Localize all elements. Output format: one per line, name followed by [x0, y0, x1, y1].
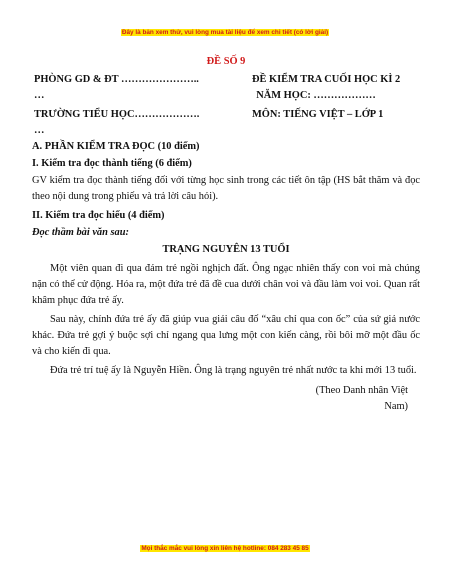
story-paragraph: Một viên quan đi qua đám trẻ ngồi nghịch đất. Ông ngạc nhiên thấy con voi mà chúng nặn có thể cử động. Hóa ra, một đứa trẻ đã đề cua dưới chân voi và đầu làm voi voi. Quan rất khâm phục đứa trẻ ấy. [32, 263, 420, 306]
exam-document [32, 50, 420, 415]
subject: MÔN: TIẾNG VIỆT – LỚP 1 [252, 109, 384, 120]
section-1-heading: I. Kiểm tra đọc thành tiếng (6 điểm) [32, 158, 192, 169]
education-office: PHÒNG GD & ĐT ………………….. [34, 74, 199, 85]
header-row-2 [32, 88, 420, 104]
header-row-4 [32, 123, 420, 139]
reading-instruction: Đọc thầm bài văn sau: [32, 227, 129, 238]
school-name: TRƯỜNG TIỂU HỌC………………. [34, 109, 200, 120]
story-title: TRẠNG NGUYÊN 13 TUỔI [162, 244, 290, 255]
preview-notice-text: Đây là bản xem thử, vui lòng mua tài liệu để xem chi tiết (có lời giải) [121, 29, 329, 36]
header-row-1 [32, 72, 420, 88]
story-paragraph: Đứa trẻ trí tuệ ấy là Nguyễn Hiền. Ông là trạng nguyên trẻ nhất nước ta khi mới 13 tuổi. [50, 365, 417, 376]
story-source [32, 383, 420, 415]
school-name-continued: … [34, 125, 45, 136]
story-source-line-1: (Theo Danh nhân Việt [315, 385, 408, 396]
exam-title: ĐỀ KIỂM TRA CUỐI HỌC KÌ 2 [252, 74, 401, 85]
section-1-text: GV kiểm tra đọc thành tiếng đối với từng học sinh trong các tiết ôn tập (HS bắt thăm và đọc theo nội dung trong phiếu và trả lời câu hỏi). [32, 175, 420, 202]
story-source-line-2: Nam) [384, 401, 408, 412]
header-row-3 [32, 107, 420, 123]
part-a-heading: A. PHẦN KIỂM TRA ĐỌC (10 điểm) [32, 141, 200, 152]
story-paragraph: Sau này, chính đứa trẻ ấy đã giúp vua giải câu đố “xâu chỉ qua con ốc” của sứ giả nước khác. Đứa trẻ gợi ý buộc sợi chỉ ngang qua lưng một con kiến càng, rồi bôi mỡ một đầu ốc và cho kiến đi qua. [32, 314, 420, 357]
hotline-banner [0, 545, 450, 552]
section-2-heading: II. Kiểm tra đọc hiểu (4 điểm) [32, 210, 165, 221]
preview-notice-banner [0, 29, 450, 36]
education-office-continued: … [34, 90, 45, 101]
school-year: NĂM HỌC: ……………… [256, 90, 376, 101]
exam-number: ĐỀ SỐ 9 [206, 56, 246, 67]
hotline-text: Mọi thắc mắc vui lòng xin liên hệ hotline: 084 283 45 85 [141, 545, 309, 552]
